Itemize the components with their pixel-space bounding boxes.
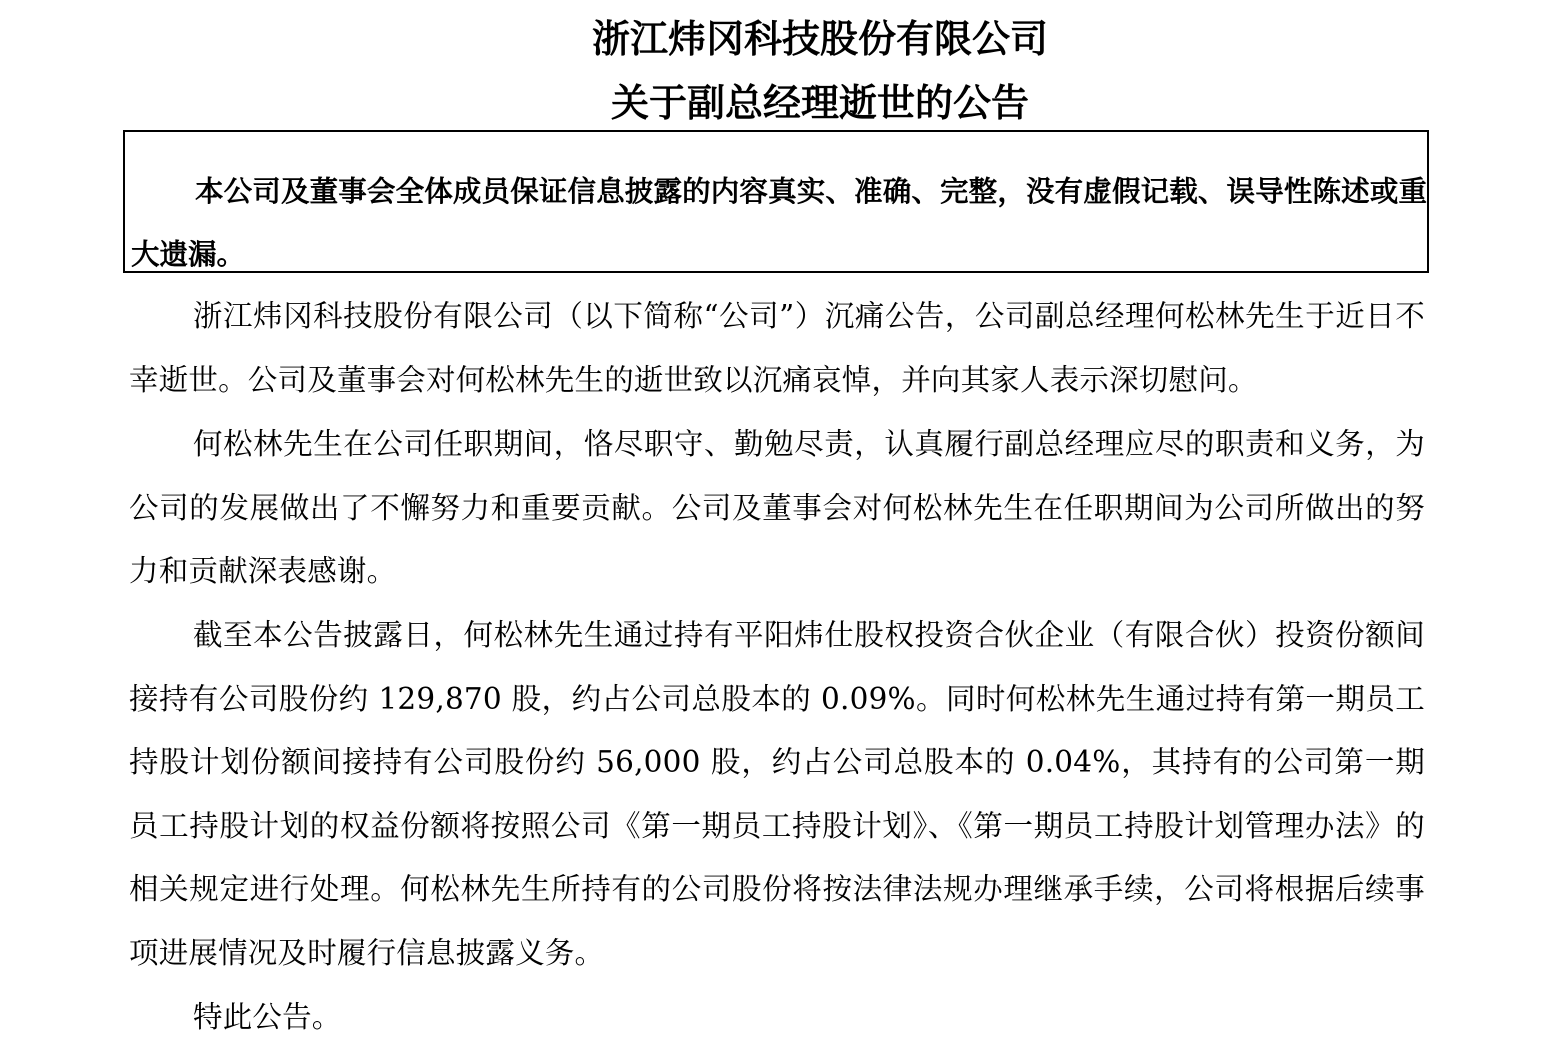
statement-box [123,130,1429,273]
body-paragraph-1: 浙江炜冈科技股份有限公司（以下简称“公司”）沉痛公告，公司副总经理何松林先生于近日不幸逝世。公司及董事会对何松林先生的逝世致以沉痛哀悼，并向其家人表示深切慰问。 [129,299,1425,397]
announcement-title: 关于副总经理逝世的公告 [610,81,1029,125]
closing-statement: 特此公告。 [193,1000,342,1034]
body-paragraph-2: 何松林先生在公司任职期间，恪尽职守、勤勉尽责，认真履行副总经理应尽的职责和义务，为公司的发展做出了不懈努力和重要贡献。公司及董事会对何松林先生在任职期间为公司所做出的努力和贡献深表感谢。 [129,427,1425,589]
statement-text: 本公司及董事会全体成员保证信息披露的内容真实、准确、完整，没有虚假记载、误导性陈述或重大遗漏。 [131,175,1427,271]
body-paragraph-3: 截至本公告披露日，何松林先生通过持有平阳炜仕股权投资合伙企业（有限合伙）投资份额间接持有公司股份约 129,870 股，约占公司总股本的 0.09%。同时何松林先生通过持有第一期员工持股计划份额间接持有公司股份约 56,000 股，约占公司总股本的 0.04%，其持有的公司第一期员工持股计划的权益份额将按照公司《第一期员工持股计划》、《第一期员工持股计划管理办法》的相关规定进行处理。何松林先生所持有的公司股份将按法律法规办理继承手续，公司将根据后续事项进展情况及时履行信息披露义务。 [129,618,1425,970]
company-name-title: 浙江炜冈科技股份有限公司 [591,17,1048,61]
